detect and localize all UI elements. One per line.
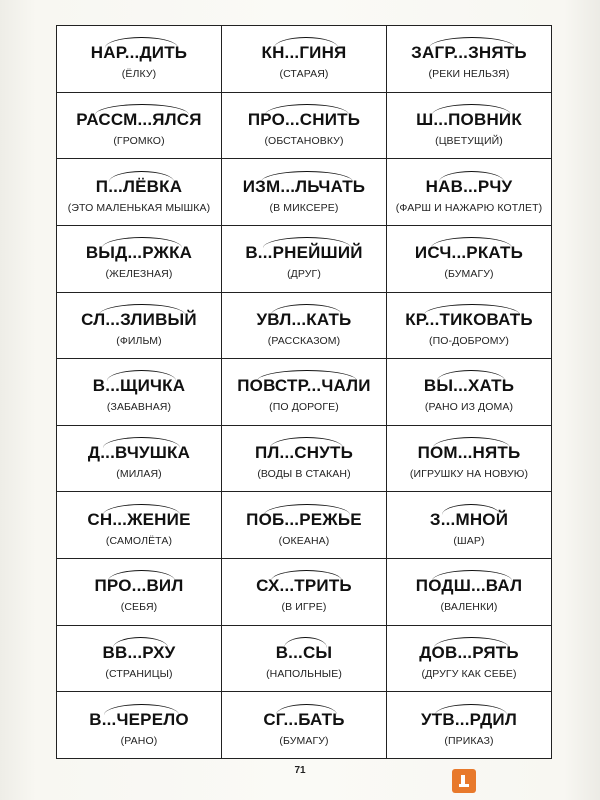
- card-word: ПРО...ВИЛ: [94, 576, 184, 596]
- card-word: Д...ВЧУШКА: [87, 443, 191, 463]
- word-card: [222, 226, 387, 293]
- card-word: В...ЩИЧКА: [92, 376, 186, 396]
- root-arc-mark: [437, 370, 505, 381]
- card-word: НАР...ДИТЬ: [90, 43, 188, 63]
- root-arc-mark: [265, 104, 349, 115]
- root-arc-mark: [271, 304, 342, 315]
- root-arc-mark: [109, 171, 174, 182]
- root-arc-mark: [433, 437, 510, 448]
- word-card: [57, 293, 222, 360]
- word-card: [387, 93, 552, 160]
- card-word: КН...ГИНЯ: [261, 43, 347, 63]
- card-word: СН...ЖЕНИЕ: [87, 509, 191, 529]
- card-hint: ( РЕКИ НЕЛЬЗЯ ): [429, 68, 510, 80]
- root-arc-mark: [429, 37, 516, 48]
- card-word: РАССМ...ЯЛСЯ: [76, 109, 202, 129]
- card-word: В...СЫ: [275, 643, 333, 663]
- root-arc-mark: [105, 37, 177, 48]
- word-card: [57, 226, 222, 293]
- word-card-grid: [56, 25, 552, 759]
- word-card: [387, 559, 552, 626]
- card-hint: ( СЕБЯ ): [121, 601, 158, 613]
- card-hint: ( РАНО ): [121, 735, 158, 747]
- card-hint: ( ВАЛЕНКИ ): [441, 601, 498, 613]
- card-word: УТВ...РДИЛ: [421, 709, 517, 729]
- card-word: ПОБ...РЕЖЬЕ: [246, 509, 362, 529]
- root-arc-mark: [113, 637, 168, 648]
- root-arc-mark: [431, 237, 512, 248]
- card-word: З...МНОЙ: [429, 509, 509, 529]
- card-hint: ( РАССКАЗОМ ): [268, 335, 341, 347]
- root-arc-mark: [424, 304, 520, 315]
- card-hint: ( ОКЕАНА ): [279, 535, 330, 547]
- card-word: В...ЧЕРЕЛО: [89, 709, 189, 729]
- root-arc-mark: [95, 104, 189, 115]
- card-hint: ( ОБСТАНОВКУ ): [264, 135, 343, 147]
- card-word: ИЗМ...ЛЬЧАТЬ: [242, 176, 366, 196]
- root-arc-mark: [274, 37, 338, 48]
- root-arc-mark: [99, 304, 186, 315]
- card-word: ВЫД...РЖКА: [85, 243, 193, 263]
- card-word: УВЛ...КАТЬ: [256, 309, 352, 329]
- card-hint: ( ФАРШ И НАЖАРЮ КОТЛЕТ ): [396, 202, 542, 214]
- root-arc-mark: [263, 237, 351, 248]
- word-card: [222, 293, 387, 360]
- root-arc-mark: [264, 504, 351, 515]
- card-hint: ( БУМАГУ ): [444, 268, 493, 280]
- card-word: КР...ТИКОВАТЬ: [405, 309, 533, 329]
- root-arc-mark: [103, 437, 180, 448]
- word-card: [57, 492, 222, 559]
- card-hint: ( В МИКСЕРЕ ): [270, 202, 339, 214]
- root-arc-mark: [435, 704, 507, 715]
- card-hint: ( ШАР ): [453, 535, 484, 547]
- root-arc-mark: [261, 171, 353, 182]
- card-word: СГ...БАТЬ: [263, 709, 345, 729]
- word-card: [222, 692, 387, 759]
- word-card: [387, 359, 552, 426]
- root-arc-mark: [284, 637, 326, 648]
- root-arc-mark: [432, 104, 511, 115]
- word-card: [222, 159, 387, 226]
- word-card: [222, 26, 387, 93]
- word-card: [57, 93, 222, 160]
- card-word: П...ЛЁВКА: [95, 176, 183, 196]
- card-hint: ( ЦВЕТУЩИЙ ): [435, 135, 503, 147]
- card-word: ПОВСТР...ЧАЛИ: [237, 376, 371, 396]
- root-arc-mark: [271, 570, 343, 581]
- card-hint: ( ИГРУШКУ НА НОВУЮ ): [410, 468, 528, 480]
- root-arc-mark: [434, 637, 509, 648]
- card-word: ПРО...СНИТЬ: [247, 109, 361, 129]
- card-hint: ( ПО-ДОБРОМУ ): [429, 335, 509, 347]
- word-card: [222, 93, 387, 160]
- word-card: [57, 692, 222, 759]
- card-hint: ( ЭТО МАЛЕНЬКАЯ МЫШКА ): [68, 202, 210, 214]
- word-card: [57, 159, 222, 226]
- word-card: [222, 492, 387, 559]
- card-word: ПОМ...НЯТЬ: [417, 443, 521, 463]
- root-arc-mark: [103, 504, 180, 515]
- card-word: ПОДШ...ВАЛ: [415, 576, 523, 596]
- card-hint: ( ДРУГУ КАК СЕБЕ ): [421, 668, 516, 680]
- card-hint: ( ЖЕЛЕЗНАЯ ): [106, 268, 173, 280]
- card-word: ИСЧ...РКАТЬ: [414, 243, 524, 263]
- card-hint: ( РАНО ИЗ ДОМА ): [425, 401, 513, 413]
- word-card: [222, 626, 387, 693]
- card-hint: ( НАПОЛЬНЫЕ ): [266, 668, 342, 680]
- word-card: [57, 426, 222, 493]
- card-hint: ( ЗАБАВНАЯ ): [107, 401, 171, 413]
- card-word: СХ...ТРИТЬ: [256, 576, 352, 596]
- root-arc-mark: [104, 704, 179, 715]
- card-hint: ( ДРУГ ): [287, 268, 321, 280]
- word-card: [57, 626, 222, 693]
- card-hint: ( СТАРАЯ ): [279, 68, 328, 80]
- card-hint: ( ЁЛКУ ): [122, 68, 156, 80]
- page-number: 71: [294, 765, 306, 776]
- card-hint: ( СТРАНИЦЫ ): [105, 668, 172, 680]
- root-arc-mark: [432, 570, 512, 581]
- card-word: ПЛ...СНУТЬ: [254, 443, 354, 463]
- card-word: В...РНЕЙШИЙ: [245, 243, 363, 263]
- word-card: [57, 26, 222, 93]
- card-hint: ( ГРОМКО ): [113, 135, 164, 147]
- card-word: ДОВ...РЯТЬ: [419, 643, 519, 663]
- card-hint: ( ФИЛЬМ ): [116, 335, 162, 347]
- card-hint: ( ПО ДОРОГЕ ): [269, 401, 339, 413]
- card-word: НАВ...РЧУ: [425, 176, 513, 196]
- word-card: [57, 359, 222, 426]
- root-arc-mark: [102, 237, 182, 248]
- word-card: [57, 559, 222, 626]
- root-arc-mark: [108, 570, 175, 581]
- card-hint: ( ВОДЫ В СТАКАН ): [257, 468, 350, 480]
- card-hint: ( САМОЛЁТА ): [106, 535, 172, 547]
- logo-glyph-icon: [456, 773, 472, 789]
- word-card: [222, 426, 387, 493]
- root-arc-mark: [257, 370, 357, 381]
- word-card: [387, 226, 552, 293]
- card-word: ВВ...РХУ: [102, 643, 176, 663]
- root-arc-mark: [439, 171, 504, 182]
- card-hint: ( БУМАГУ ): [279, 735, 328, 747]
- card-word: ВЫ...ХАТЬ: [423, 376, 515, 396]
- word-card: [387, 293, 552, 360]
- root-arc-mark: [270, 437, 344, 448]
- root-arc-mark: [442, 504, 501, 515]
- word-card: [387, 492, 552, 559]
- word-card: [387, 626, 552, 693]
- word-card: [387, 692, 552, 759]
- word-card: [387, 426, 552, 493]
- card-word: Ш...ПОВНИК: [416, 109, 522, 129]
- publisher-logo-icon: [452, 769, 476, 793]
- word-card: [387, 26, 552, 93]
- card-word: СЛ...ЗЛИВЫЙ: [81, 309, 197, 329]
- card-hint: ( В ИГРЕ ): [282, 601, 327, 613]
- root-arc-mark: [107, 370, 176, 381]
- word-card: [387, 159, 552, 226]
- word-card: [222, 359, 387, 426]
- word-card: [222, 559, 387, 626]
- card-word: ЗАГР...ЗНЯТЬ: [411, 43, 527, 63]
- card-hint: ( ПРИКАЗ ): [444, 735, 493, 747]
- card-hint: ( МИЛАЯ ): [116, 468, 162, 480]
- root-arc-mark: [276, 704, 337, 715]
